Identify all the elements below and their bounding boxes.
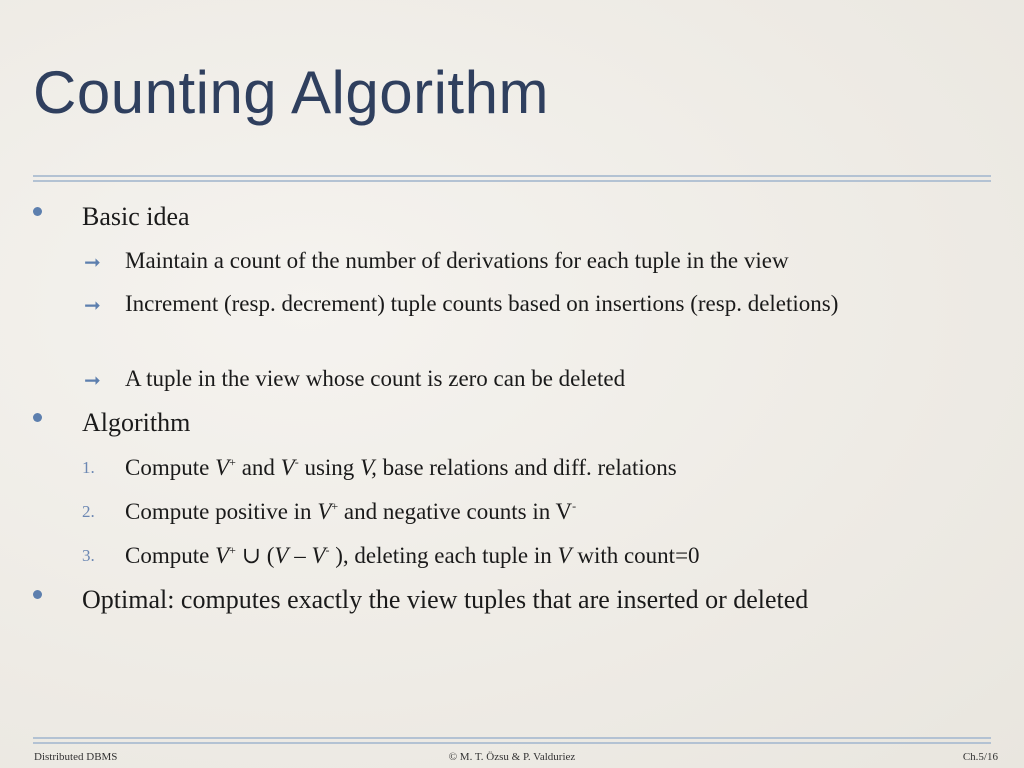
footer-page-number: Ch.5/16	[962, 751, 998, 763]
footer-copyright: © M. T. Özsu & P. Valduriez	[448, 751, 576, 763]
step-2-text: Compute positive in	[125, 499, 318, 524]
union-symbol: ∪ (	[235, 543, 275, 568]
dot-bullet-icon	[33, 590, 42, 599]
superscript-minus: -	[572, 499, 577, 513]
superscript-plus: +	[229, 455, 236, 469]
footer-divider-bottom	[33, 742, 991, 744]
step-1-comma: ,	[371, 455, 377, 480]
step-3-text: with count=0	[571, 543, 700, 568]
right-arrow-icon: ➞	[84, 250, 101, 274]
bullet-optimal: Optimal: computes exactly the view tuples that are inserted or deleted	[82, 585, 809, 614]
step-number-2: 2.	[82, 502, 95, 521]
step-number-1: 1.	[82, 458, 95, 477]
step-3	[125, 540, 700, 572]
superscript-plus: +	[229, 543, 236, 557]
bullet-basic-idea: Basic idea	[82, 202, 190, 231]
step-1-text: and	[235, 455, 281, 480]
slide-title: Counting Algorithm	[33, 59, 549, 126]
var-v: V	[317, 499, 332, 524]
sub-bullet-increment-counts: Increment (resp. decrement) tuple counts based on insertions (resp. deletions)	[125, 291, 839, 316]
step-3-text: –	[288, 543, 312, 568]
var-v: V	[557, 543, 572, 568]
step-1	[125, 452, 677, 484]
var-v: V	[360, 455, 372, 480]
bullet-algorithm: Algorithm	[82, 408, 191, 437]
footer-course: Distributed DBMS	[34, 751, 118, 763]
step-3-text: Compute	[125, 543, 216, 568]
sub-bullet-maintain-count: Maintain a count of the number of derivations for each tuple in the view	[125, 248, 789, 273]
step-1-text: using	[298, 455, 361, 480]
superscript-minus: -	[325, 543, 330, 557]
var-v: V	[215, 543, 230, 568]
step-2	[125, 496, 576, 528]
step-3-text: , deleting each tuple in	[342, 543, 558, 568]
var-v: V	[280, 455, 295, 480]
step-3-text: )	[329, 543, 343, 568]
var-v: V	[215, 455, 230, 480]
title-divider-top	[33, 175, 991, 177]
var-v: V	[311, 543, 326, 568]
dot-bullet-icon	[33, 413, 42, 422]
superscript-plus: +	[331, 499, 339, 513]
footer-divider-top	[33, 737, 991, 739]
superscript-minus: -	[294, 455, 299, 469]
right-arrow-icon: ➞	[84, 368, 101, 392]
dot-bullet-icon	[33, 207, 42, 216]
step-number-3: 3.	[82, 546, 95, 565]
step-2-text: and negative counts in V	[338, 499, 573, 524]
title-divider-bottom	[33, 180, 991, 182]
sub-bullet-zero-count: A tuple in the view whose count is zero can be deleted	[125, 366, 626, 391]
right-arrow-icon: ➞	[84, 293, 101, 317]
step-1-text: base relations and diff. relations	[376, 455, 677, 480]
step-1-text: Compute	[125, 455, 216, 480]
var-v: V	[274, 543, 289, 568]
